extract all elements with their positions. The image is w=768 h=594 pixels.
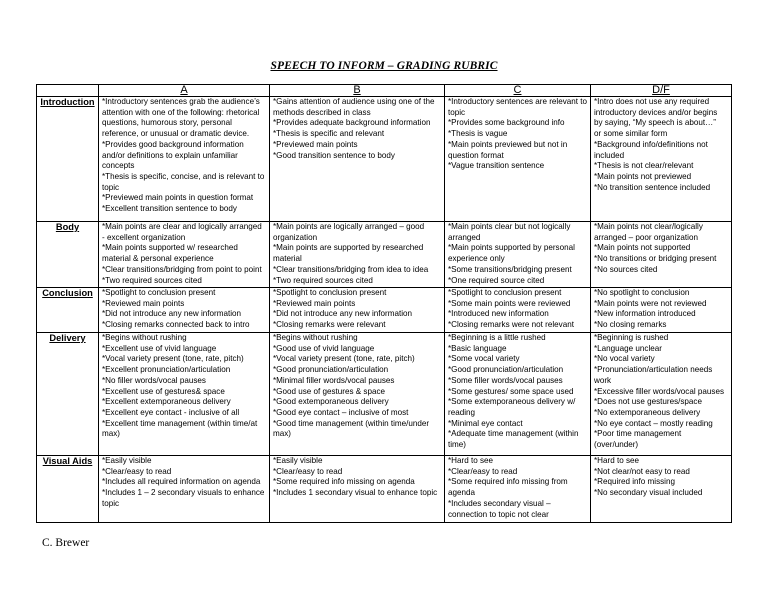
criteria-cell: *Spotlight to conclusion present *Some main points were reviewed *Introduced new information *Closing remarks were not relevant bbox=[445, 288, 591, 333]
criteria-cell: *Beginning is a little rushed *Basic language *Some vocal variety *Good pronunciation/articulation *Some filler words/vocal pauses *Some gestures/ some space used *Some extemporaneous delivery w/ reading *Minimal eye contact *Adequate time management (within time) bbox=[445, 333, 591, 456]
criteria-cell: *Main points are logically arranged – good organization *Main points are supported by researched material *Clear transitions/bridging from idea to idea *Two required sources cited bbox=[270, 222, 445, 288]
criteria-cell: *No spotlight to conclusion *Main points were not reviewed *New information introduced *No closing remarks bbox=[591, 288, 732, 333]
criteria-cell: *Beginning is rushed *Language unclear *No vocal variety *Pronunciation/articulation needs work *Excessive filler words/vocal pauses *Does not use gestures/space *No extemporaneous delivery *No eye contact – mostly reading *Poor time management (over/under) bbox=[591, 333, 732, 456]
row-body bbox=[37, 222, 732, 288]
criteria-cell: *Spotlight to conclusion present *Reviewed main points *Did not introduce any new information *Closing remarks connected back to intro bbox=[99, 288, 270, 333]
row-conclusion bbox=[37, 288, 732, 333]
criteria-cell: *Introductory sentences grab the audience’s attention with one of the following: rhetorical questions, humorous story, personal reference, or unusual or dramatic device. *Provides good background information and/or definitions to explain unfamiliar concepts *Thesis is specific, concise, and is relevant to topic *Previewed main points in question format *Excellent transition sentence to body bbox=[99, 97, 270, 222]
criteria-cell: *Hard to see *Clear/easy to read *Some required info missing from agenda *Includes secondary visual – connection to topic not clear bbox=[445, 456, 591, 523]
criteria-cell: *Intro does not use any required introductory devices and/or begins by saying, “My speech is about…” or some similar form *Background info/definitions not included *Thesis is not clear/relevant *Main points not previewed *No transition sentence included bbox=[591, 97, 732, 222]
rubric-table bbox=[36, 84, 732, 523]
rubric-title: SPEECH TO INFORM – GRADING RUBRIC bbox=[270, 60, 498, 72]
criteria-cell: *Spotlight to conclusion present *Reviewed main points *Did not introduce any new information *Closing remarks were relevant bbox=[270, 288, 445, 333]
category-visual-aids: Visual Aids bbox=[37, 456, 99, 523]
criteria-cell: *Hard to see *Not clear/not easy to read *Required info missing *No secondary visual included bbox=[591, 456, 732, 523]
criteria-cell: *Begins without rushing *Good use of vivid language *Vocal variety present (tone, rate, pitch) *Good pronunciation/articulation *Minimal filler words/vocal pauses *Good use of gestures & space *Good extemporaneous delivery *Good eye contact – inclusive of most *Good time management (within time/under max) bbox=[270, 333, 445, 456]
corner-cell bbox=[37, 85, 99, 97]
column-header-c: C bbox=[445, 85, 591, 97]
header-row bbox=[37, 85, 732, 97]
column-header-df: D/F bbox=[591, 85, 732, 97]
row-visual-aids bbox=[37, 456, 732, 523]
row-delivery bbox=[37, 333, 732, 456]
category-body: Body bbox=[37, 222, 99, 288]
criteria-cell: *Begins without rushing *Excellent use of vivid language *Vocal variety present (tone, rate, pitch) *Excellent pronunciation/articulation *No filler words/vocal pauses *Excellent use of gestures& space *Excellent extemporaneous delivery *Excellent eye contact - inclusive of all *Excellent time management (within time/at max) bbox=[99, 333, 270, 456]
column-header-b: B bbox=[270, 85, 445, 97]
category-introduction: Introduction bbox=[37, 97, 99, 222]
column-header-a: A bbox=[99, 85, 270, 97]
category-conclusion: Conclusion bbox=[37, 288, 99, 333]
criteria-cell: *Main points clear but not logically arranged *Main points supported by personal experience only *Some transitions/bridging present *One required source cited bbox=[445, 222, 591, 288]
author-signature: C. Brewer bbox=[42, 537, 90, 549]
criteria-cell: *Main points not clear/logically arranged – poor organization *Main points not supported *No transitions or bridging present *No sources cited bbox=[591, 222, 732, 288]
criteria-cell: *Easily visible *Clear/easy to read *Includes all required information on agenda *Includes 1 – 2 secondary visuals to enhance topic bbox=[99, 456, 270, 523]
criteria-cell: *Main points are clear and logically arranged - excellent organization *Main points supported w/ researched material & personal experience *Clear transitions/bridging from point to point *Two required sources cited bbox=[99, 222, 270, 288]
criteria-cell: *Gains attention of audience using one of the methods described in class *Provides adequate background information *Thesis is specific and relevant *Previewed main points *Good transition sentence to body bbox=[270, 97, 445, 222]
row-introduction bbox=[37, 97, 732, 222]
criteria-cell: *Introductory sentences are relevant to topic *Provides some background info *Thesis is vague *Main points previewed but not in question format *Vague transition sentence bbox=[445, 97, 591, 222]
category-delivery: Delivery bbox=[37, 333, 99, 456]
criteria-cell: *Easily visible *Clear/easy to read *Some required info missing on agenda *Includes 1 secondary visual to enhance topic bbox=[270, 456, 445, 523]
